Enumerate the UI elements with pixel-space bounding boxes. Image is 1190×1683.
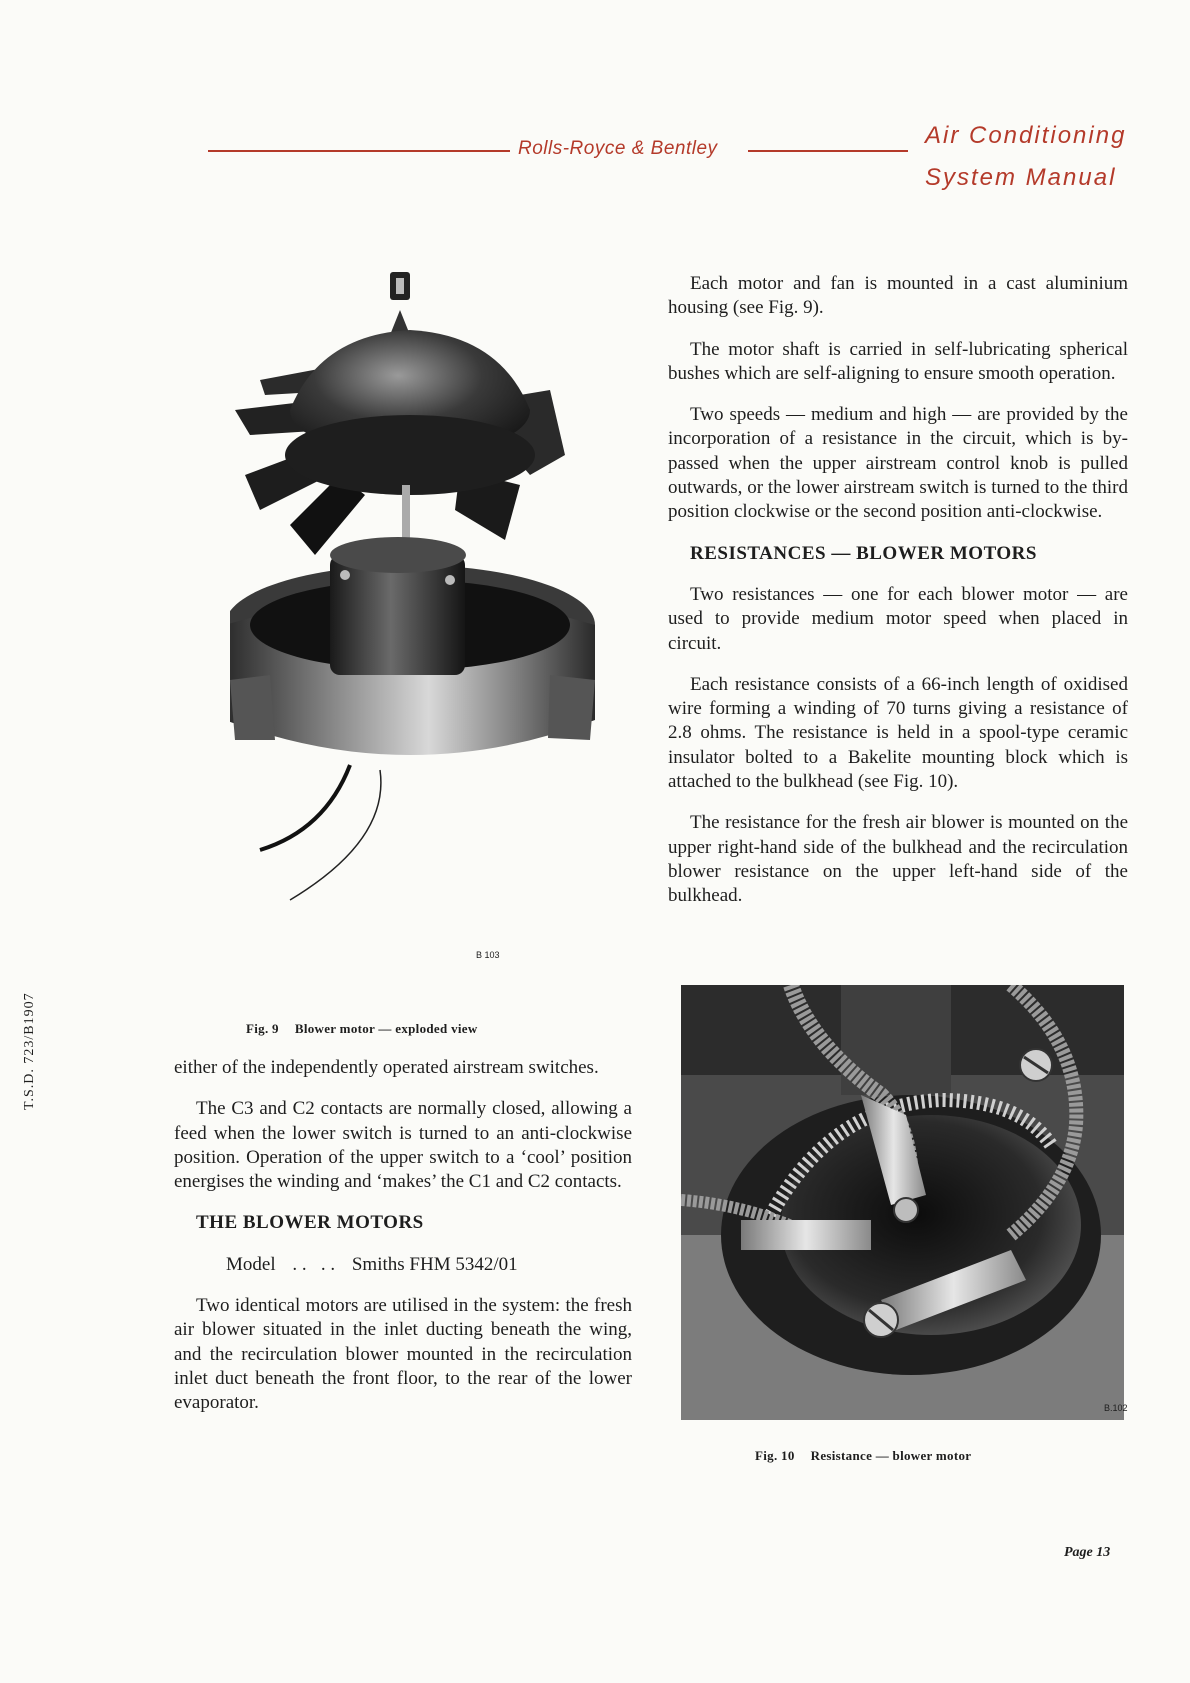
header-title-line2: System Manual [925, 164, 1117, 191]
fig9-number: Fig. 9 [246, 1021, 279, 1036]
fig10-label: B.102 [1104, 1403, 1128, 1413]
blower-motor-illustration [230, 270, 600, 990]
model-label: Model [226, 1253, 276, 1275]
page-number: Page 13 [1064, 1545, 1111, 1560]
left-paragraph-3: Two identical motors are utilised in the system: the fresh air blower situated in the inlet ducting beneath the wing, and the recirculation blower mounted in the recirculation inlet duct beneath the front floor, to the rear of the lower evaporator. [174, 1295, 632, 1414]
left-paragraph-1: either of the independently operated airstream switches. [174, 1057, 599, 1078]
fig9-caption-text: Blower motor — exploded view [294, 1021, 478, 1036]
fig10-caption-text: Resistance — blower motor [810, 1448, 972, 1463]
side-reference-label: T.S.D. 723/B1907 [22, 992, 37, 1110]
resistance-photo [681, 985, 1124, 1420]
right-paragraph-6: The resistance for the fresh air blower is mounted on the upper right-hand side of the bulkhead and the recirculation blower resistance on the upper left-hand side of the bulkhead. [668, 812, 1128, 907]
model-dots: . . . . [292, 1253, 336, 1275]
blower-motors-heading: THE BLOWER MOTORS [196, 1212, 424, 1234]
fig10-number: Fig. 10 [755, 1448, 795, 1463]
resistances-heading: RESISTANCES — BLOWER MOTORS [690, 542, 1037, 564]
left-column [174, 1056, 632, 1433]
right-paragraph-5: Each resistance consists of a 66-inch length of oxidised wire forming a winding of 70 turns giving a resistance of 2.8 ohms. The resistance is held in a spool-type ceramic insulator bolted to a Bakelite mounting block which is attached to the bulkhead (see Fig. 10). [668, 673, 1128, 793]
right-paragraph-3: Two speeds — medium and high — are provided by the incorporation of a resistance in the circuit, which is by-passed when the upper airstream control knob is pulled outwards, or the lower airstream switch is turned to the third position clockwise or the second position anti-clockwise. [668, 404, 1128, 523]
header-brand: Rolls-Royce & Bentley [518, 138, 718, 159]
header-title-line1: Air Conditioning [925, 122, 1127, 149]
fig10-caption [755, 1448, 971, 1464]
right-paragraph-1: Each motor and fan is mounted in a cast aluminium housing (see Fig. 9). [668, 273, 1128, 319]
right-paragraph-4: Two resistances — one for each blower motor — are used to provide medium motor speed when placed in circuit. [668, 583, 1128, 654]
model-value: Smiths FHM 5342/01 [351, 1253, 518, 1275]
fig9-caption [246, 1021, 478, 1037]
fig9-label: B 103 [476, 950, 500, 960]
right-paragraph-2: The motor shaft is carried in self-lubricating spherical bushes which are self-aligning to ensure smooth operation. [668, 338, 1128, 384]
model-line [174, 1253, 632, 1277]
header-rule-left [208, 150, 510, 152]
header-rule-right [748, 150, 908, 152]
right-column [668, 272, 1128, 926]
left-paragraph-2: The C3 and C2 contacts are normally closed, allowing a feed when the lower switch is turned to an anti-clockwise position. Operation of the upper switch to a ‘cool’ position energises the winding and ‘makes’ the C1 and C2 contacts. [174, 1098, 632, 1193]
